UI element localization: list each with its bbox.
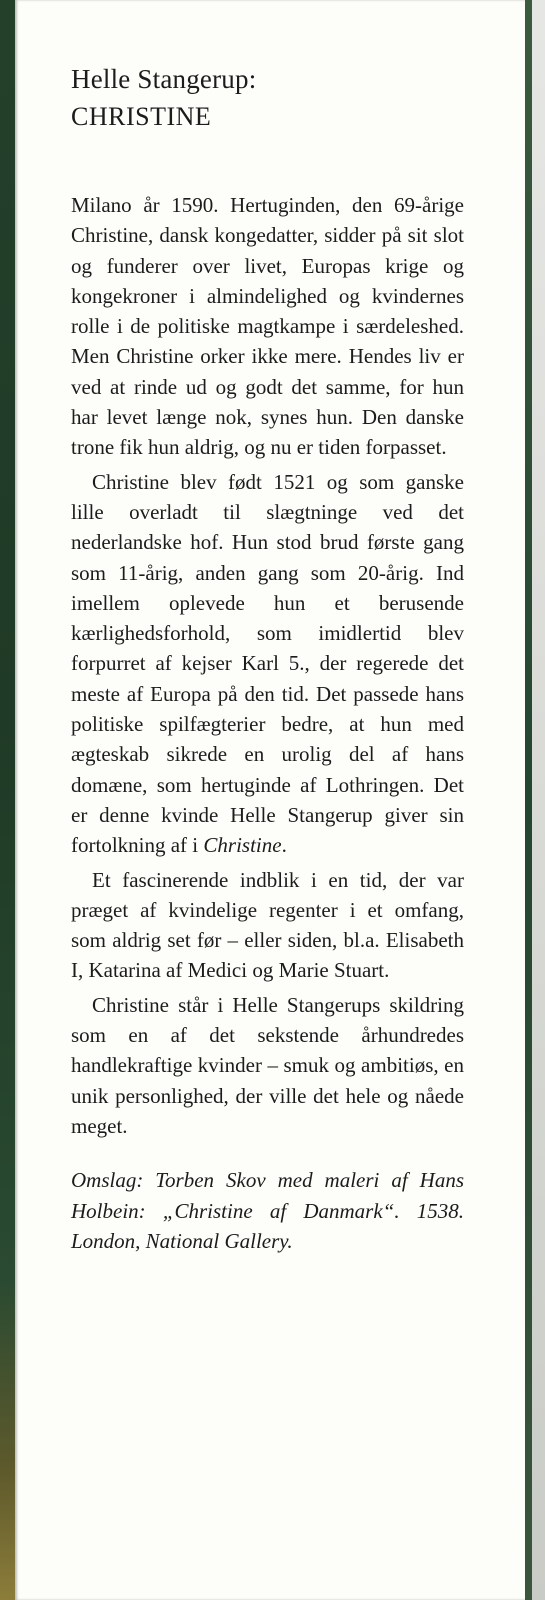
blurb-paragraph-1: Milano år 1590. Hertuginden, den 69-årige Christine, dansk kongedatter, sidder på sit slot og funderer over livet, Europas krige og kongekroner i almindelighed og kvindernes rolle i de politiske magtkampe i særdeleshed. Men Christine orker ikke mere. Hendes liv er ved at rinde ud og godt det samme, for hun har levet længe nok, synes hun. Den danske trone fik hun aldrig, og nu er tiden forpasset. (71, 193, 464, 460)
cover-credit: Omslag: Torben Skov med maleri af Hans Holbein: „Christine af Danmark“. 1538. London, National Gallery. (71, 1168, 464, 1253)
blurb-paragraph-2-text: Christine blev født 1521 og som ganske lille overladt til slægtninge ved det nederlandske hof. Hun stod brud første gang som 11-årig, anden gang som 20-årig. Ind imellem oplevede hun et berusende kærlighedsforhold, som imidlertid blev forpurret af kejser Karl 5., der regerede det meste af Europa på den tid. Det passede hans politiske spilfægterier bedre, at hun med ægteskab sikrede en urolig del af hans domæne, som hertuginde af Lothringen. Det er denne kvinde Helle Stangerup giver sin fortolkning af i (71, 469, 464, 858)
blurb-paragraph-3: Et fascinerende indblik i en tid, der var præget af kvindelige regenter i et omfang, som aldrig set før – eller siden, bl.a. Elisabeth I, Katarina af Medici og Marie Stuart. (71, 867, 464, 983)
blurb-paragraph-2-tail: . (281, 833, 287, 858)
flap-text-block (71, 60, 464, 1256)
blurb-paragraph-2 (71, 467, 464, 861)
cover-edge-left (0, 0, 16, 1600)
cover-edge-right (523, 0, 545, 1600)
author-heading: Helle Stangerup: (71, 64, 257, 94)
blurb-paragraph-4: Christine står i Helle Stangerups skildring som en af det sekstende århundredes handlekraftige kvinder – smuk og ambitiøs, en unik personlighed, der ville det hele og nåede meget. (71, 992, 464, 1138)
book-title: CHRISTINE (71, 102, 212, 131)
book-title-inline: Christine (203, 833, 282, 858)
